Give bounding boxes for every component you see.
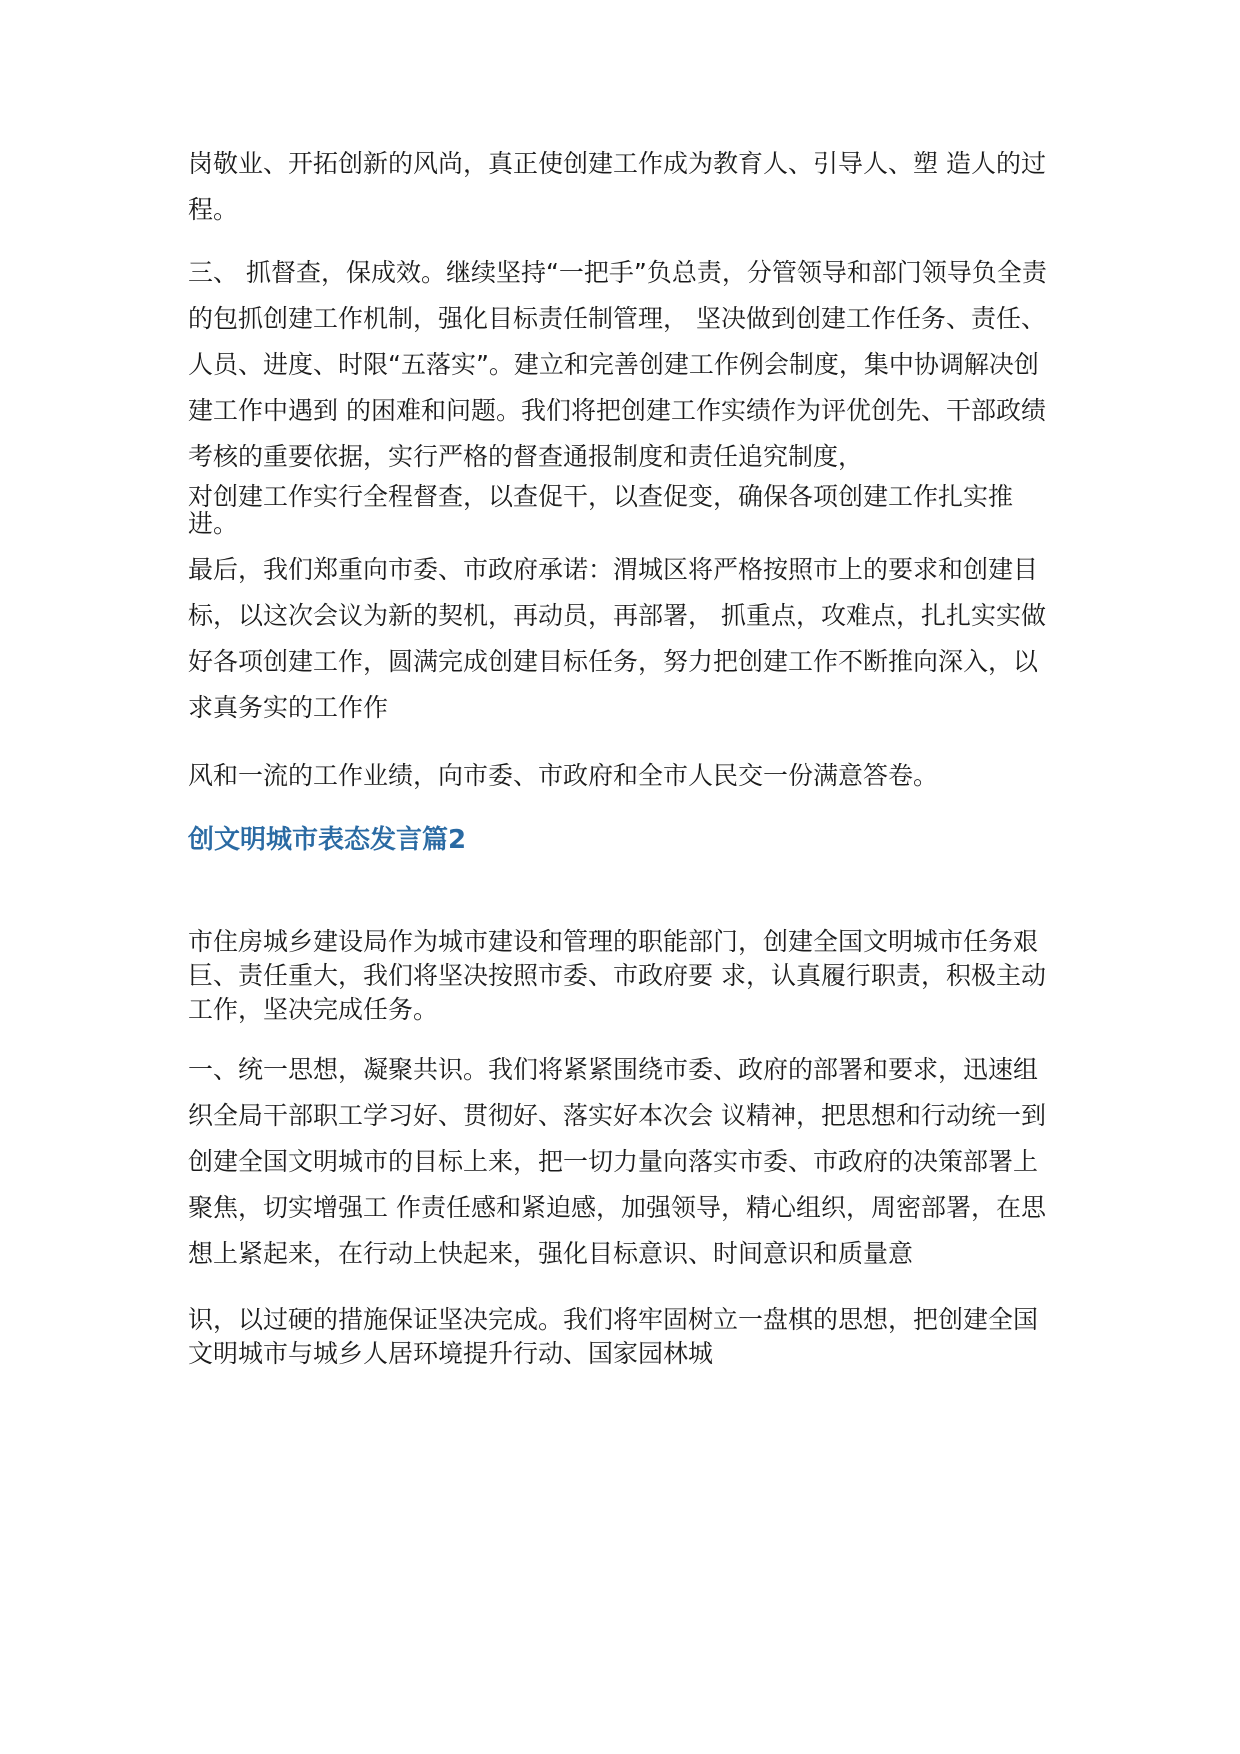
paragraph-6 xyxy=(188,925,1058,1027)
text-line: 创建全国文明城市的目标上来，把一切力量向落实市委、市政府的决策部署上 xyxy=(188,1147,1039,1176)
paragraph-8 xyxy=(188,1303,1058,1371)
text-line: 程。 xyxy=(188,195,239,224)
text-line: 对创建工作实行全程督查，以查促干，以查促变，确保各项创建工作扎实推 xyxy=(188,482,1014,511)
paragraph-2 xyxy=(188,250,1058,480)
text-line: 考核的重要依据，实行严格的督查通报制度和责任追究制度， xyxy=(188,442,864,471)
text-line: 三、 抓督查，保成效。继续坚持“一把手”负总责，分管领导和部门领导负全责 xyxy=(188,258,1047,287)
paragraph-1 xyxy=(188,141,1058,233)
text-line: 一、统一思想，凝聚共识。我们将紧紧围绕市委、政府的部署和要求，迅速组 xyxy=(188,1055,1039,1084)
paragraph-7 xyxy=(188,1047,1058,1277)
section-heading: 创文明城市表态发言篇2 xyxy=(188,825,467,855)
text-line: 文明城市与城乡人居环境提升行动、国家园林城 xyxy=(188,1339,714,1368)
text-line: 想上紧起来，在行动上快起来，强化目标意识、时间意识和质量意 xyxy=(188,1239,914,1268)
text-line: 工作，坚决完成任务。 xyxy=(188,995,439,1024)
paragraph-3 xyxy=(188,480,1058,538)
text-line: 市住房城乡建设局作为城市建设和管理的职能部门，创建全国文明城市任务艰 xyxy=(188,927,1039,956)
text-line: 聚焦，切实增强工 作责任感和紧迫感，加强领导，精心组织，周密部署，在思 xyxy=(188,1193,1046,1222)
text-line: 的包抓创建工作机制，强化目标责任制管理， 坚决做到创建工作任务、责任、 xyxy=(188,304,1046,333)
text-line: 织全局干部职工学习好、贯彻好、落实好本次会 议精神，把思想和行动统一到 xyxy=(188,1101,1046,1130)
text-line: 标，以这次会议为新的契机，再动员，再部署， 抓重点，攻难点，扎扎实实做 xyxy=(188,601,1046,630)
text-line: 进。 xyxy=(188,509,239,538)
text-line: 最后，我们郑重向市委、市政府承诺：渭城区将严格按照市上的要求和创建目 xyxy=(188,555,1039,584)
text-line: 岗敬业、开拓创新的风尚，真正使创建工作成为教育人、引导人、塑 造人的过 xyxy=(188,149,1046,178)
text-line: 建工作中遇到 的困难和问题。我们将把创建工作实绩作为评优创先、干部政绩 xyxy=(188,396,1046,425)
text-line: 求真务实的工作作 xyxy=(188,693,389,722)
text-line: 巨、责任重大，我们将坚决按照市委、市政府要 求，认真履行职责，积极主动 xyxy=(188,961,1046,990)
text-line: 人员、进度、时限“五落实”。建立和完善创建工作例会制度，集中协调解决创 xyxy=(188,350,1039,379)
text-line: 识，以过硬的措施保证坚决完成。我们将牢固树立一盘棋的思想，把创建全国 xyxy=(188,1305,1039,1334)
paragraph-4 xyxy=(188,547,1058,731)
paragraph-5 xyxy=(188,753,1058,799)
text-line: 风和一流的工作业绩，向市委、市政府和全市人民交一份满意答卷。 xyxy=(188,761,939,790)
text-line: 好各项创建工作，圆满完成创建目标任务，努力把创建工作不断推向深入，以 xyxy=(188,647,1039,676)
